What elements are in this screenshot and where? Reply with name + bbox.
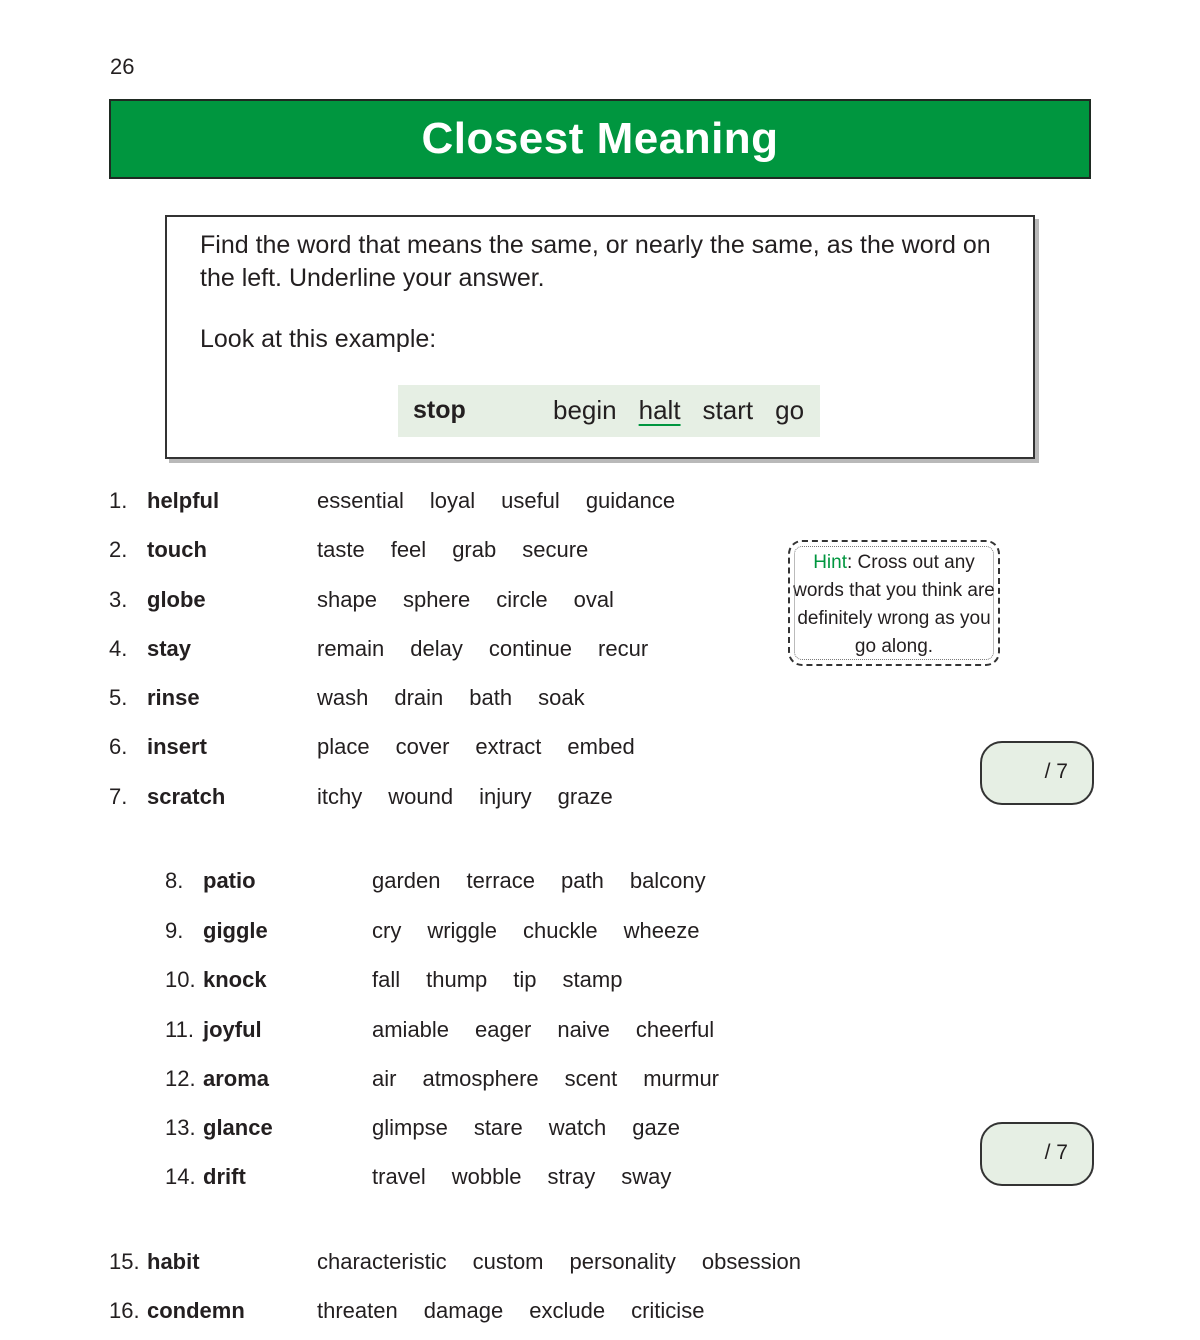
question-number: 6.: [109, 734, 128, 759]
score-label: / 7: [1044, 760, 1068, 783]
answer-option[interactable]: sway: [621, 1164, 672, 1189]
answer-option[interactable]: wobble: [451, 1164, 522, 1189]
answer-option[interactable]: eager: [475, 1017, 532, 1042]
answer-option[interactable]: injury: [479, 784, 532, 809]
example-word: stop: [413, 396, 466, 424]
score-label: / 7: [1044, 1141, 1068, 1164]
answer-options: [372, 914, 699, 948]
answer-option[interactable]: drain: [394, 685, 444, 710]
question-word: rinse: [147, 685, 200, 710]
answer-options: [317, 1294, 704, 1328]
answer-option[interactable]: useful: [501, 488, 560, 513]
example-option-answer[interactable]: halt: [638, 395, 681, 425]
answer-option[interactable]: murmur: [643, 1066, 720, 1091]
question-number: 4.: [109, 636, 128, 661]
answer-option[interactable]: wriggle: [427, 918, 498, 943]
question-number: 2.: [109, 537, 128, 562]
answer-option[interactable]: travel: [372, 1164, 426, 1189]
answer-option[interactable]: recur: [598, 636, 649, 661]
question-word: giggle: [203, 918, 268, 943]
answer-option[interactable]: chuckle: [523, 918, 598, 943]
question-word: drift: [203, 1164, 246, 1189]
question-number: 11.: [165, 1017, 194, 1042]
answer-options: [372, 864, 706, 898]
answer-option[interactable]: balcony: [629, 868, 706, 893]
answer-options: [317, 1245, 801, 1279]
answer-option[interactable]: custom: [472, 1249, 544, 1274]
answer-option[interactable]: glimpse: [372, 1115, 448, 1140]
question-number: 8.: [165, 868, 184, 893]
answer-option[interactable]: extract: [475, 734, 542, 759]
question-word: helpful: [147, 488, 220, 513]
answer-option[interactable]: atmosphere: [422, 1066, 539, 1091]
answer-option[interactable]: stare: [473, 1115, 523, 1140]
page-number: 26: [110, 54, 135, 79]
answer-option[interactable]: delay: [410, 636, 463, 661]
answer-option[interactable]: cheerful: [635, 1017, 715, 1042]
answer-option[interactable]: exclude: [529, 1298, 606, 1323]
question-word: scratch: [147, 784, 226, 809]
example-label: Look at this example:: [200, 325, 437, 353]
question-word: condemn: [147, 1298, 245, 1323]
question-word: glance: [203, 1115, 273, 1140]
answer-option[interactable]: wash: [317, 685, 369, 710]
example-option[interactable]: start: [702, 395, 754, 425]
answer-option[interactable]: place: [317, 734, 370, 759]
answer-options: [372, 963, 622, 997]
question-number: 5.: [109, 685, 128, 710]
answer-option[interactable]: sphere: [402, 587, 471, 612]
answer-option[interactable]: taste: [317, 537, 365, 562]
answer-option[interactable]: terrace: [466, 868, 535, 893]
hint-text: : Cross out any words that you think are definitely wrong as you go along.: [793, 552, 995, 657]
answer-option[interactable]: remain: [317, 636, 385, 661]
question-word: knock: [203, 967, 267, 992]
answer-options: [317, 730, 635, 764]
question-number: 12.: [165, 1066, 196, 1091]
example-option[interactable]: begin: [553, 395, 617, 425]
question-word: stay: [147, 636, 192, 661]
question-number: 9.: [165, 918, 184, 943]
answer-option[interactable]: garden: [372, 868, 441, 893]
answer-option[interactable]: scent: [564, 1066, 618, 1091]
answer-option[interactable]: embed: [567, 734, 635, 759]
answer-option[interactable]: personality: [569, 1249, 676, 1274]
answer-option[interactable]: essential: [317, 488, 404, 513]
answer-option[interactable]: stray: [547, 1164, 596, 1189]
answer-option[interactable]: naive: [557, 1017, 610, 1042]
question-word: joyful: [203, 1017, 262, 1042]
answer-option[interactable]: damage: [423, 1298, 504, 1323]
hint-box: [788, 540, 1000, 666]
question-number: 3.: [109, 587, 128, 612]
question-word: insert: [147, 734, 207, 759]
answer-options: [317, 681, 585, 715]
question-number: 7.: [109, 784, 128, 809]
answer-option[interactable]: thump: [426, 967, 488, 992]
answer-options: [317, 583, 614, 617]
question-word: habit: [147, 1249, 200, 1274]
answer-option[interactable]: secure: [522, 537, 589, 562]
question-word: touch: [147, 537, 207, 562]
answer-options: [372, 1013, 714, 1047]
page-title: Closest Meaning: [421, 114, 779, 163]
answer-option[interactable]: tip: [513, 967, 537, 992]
answer-options: [317, 533, 588, 567]
question-number: 1.: [109, 488, 128, 513]
instructions-text: Find the word that means the same, or nearly the same, as the word on the left. Underline your answer.: [200, 231, 991, 292]
example-option[interactable]: go: [775, 395, 805, 425]
answer-options: [372, 1111, 680, 1145]
question-number: 15.: [109, 1249, 140, 1274]
answer-option[interactable]: soak: [538, 685, 585, 710]
answer-option[interactable]: grab: [452, 537, 497, 562]
hint-label: Hint: [813, 552, 847, 573]
score-box-1[interactable]: [980, 741, 1094, 805]
instructions-box: [165, 215, 1035, 459]
answer-option[interactable]: shape: [317, 587, 377, 612]
answer-option[interactable]: guidance: [585, 488, 676, 513]
answer-option[interactable]: graze: [557, 784, 613, 809]
answer-option[interactable]: amiable: [372, 1017, 450, 1042]
question-number: 14.: [165, 1164, 196, 1189]
answer-option[interactable]: gaze: [632, 1115, 680, 1140]
question-number: 16.: [109, 1298, 140, 1323]
answer-option[interactable]: air: [372, 1066, 397, 1091]
answer-option[interactable]: bath: [469, 685, 513, 710]
answer-option[interactable]: loyal: [429, 488, 476, 513]
answer-option[interactable]: fall: [372, 967, 401, 992]
answer-options: [317, 632, 648, 666]
score-box-2[interactable]: [980, 1122, 1094, 1186]
answer-option[interactable]: obsession: [701, 1249, 801, 1274]
answer-option[interactable]: continue: [488, 636, 573, 661]
answer-options: [372, 1062, 719, 1096]
answer-option[interactable]: feel: [390, 537, 427, 562]
answer-option[interactable]: itchy: [317, 784, 363, 809]
answer-option[interactable]: characteristic: [317, 1249, 447, 1274]
answer-option[interactable]: path: [561, 868, 604, 893]
answer-option[interactable]: cry: [372, 918, 402, 943]
question-word: aroma: [203, 1066, 270, 1091]
answer-option[interactable]: watch: [548, 1115, 607, 1140]
example-options: [553, 395, 804, 426]
title-banner: [109, 99, 1091, 179]
question-number: 13.: [165, 1115, 196, 1140]
answer-option[interactable]: wound: [388, 784, 454, 809]
answer-options: [317, 780, 613, 814]
answer-option[interactable]: criticise: [631, 1298, 705, 1323]
question-word: globe: [147, 587, 206, 612]
answer-option[interactable]: threaten: [317, 1298, 398, 1323]
answer-option[interactable]: oval: [573, 587, 614, 612]
question-word: patio: [203, 868, 256, 893]
answer-options: [317, 484, 675, 518]
question-number: 10.: [165, 967, 196, 992]
answer-option[interactable]: wheeze: [623, 918, 700, 943]
answer-option[interactable]: circle: [496, 587, 548, 612]
answer-option[interactable]: cover: [395, 734, 450, 759]
answer-option[interactable]: stamp: [562, 967, 623, 992]
example-strip: [398, 385, 820, 437]
answer-options: [372, 1160, 671, 1194]
